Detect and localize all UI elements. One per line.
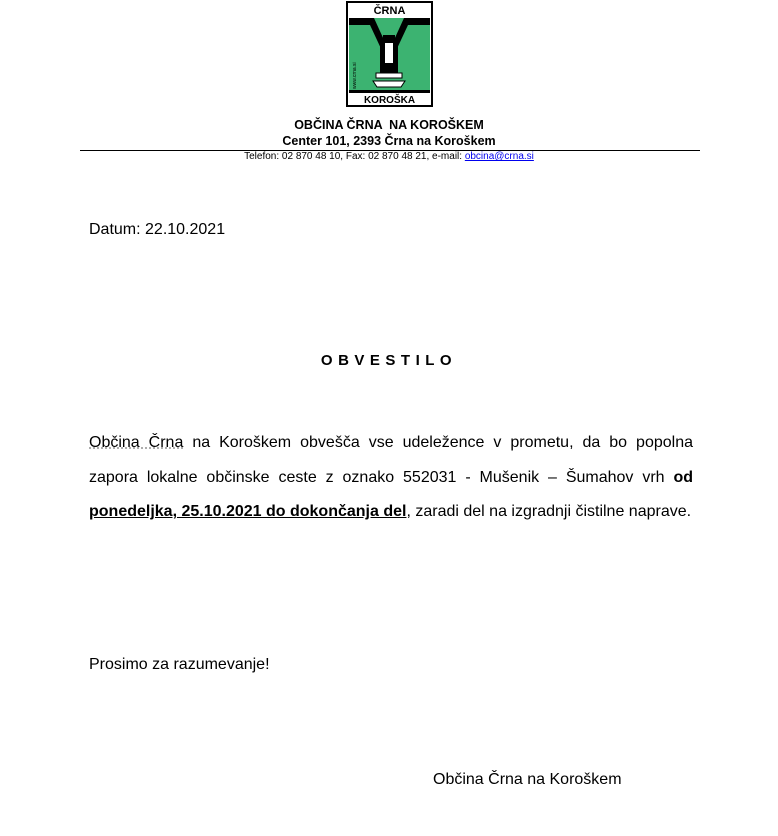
logo-top-text: ČRNA [373, 5, 406, 17]
logo-side-text: www.crna.si [352, 62, 358, 89]
body-bold-date-range: ponedeljka, 25.10.2021 do dokončanja del [89, 503, 407, 520]
contact-phone-fax: Telefon: 02 870 48 10, Fax: 02 870 48 21, e-mail: [244, 151, 465, 162]
signature: Občina Črna na Koroškem [433, 771, 622, 788]
email-link[interactable]: obcina@crna.si [464, 151, 534, 162]
org-address: Center 101, 2393 Črna na Koroškem [282, 134, 496, 148]
logo-bottom-text: KOROŠKA [363, 95, 416, 106]
notice-body [89, 426, 693, 530]
body-bold-prefix: od [673, 468, 693, 486]
org-name: OBČINA ČRNA NA KOROŠKEM [294, 118, 484, 132]
document-title: OBVESTILO [320, 352, 458, 369]
document-date: Datum: 22.10.2021 [89, 221, 226, 238]
body-highlight: Občina Črna [89, 434, 184, 451]
closing-line: Prosimo za razumevanje! [89, 656, 270, 673]
body-text-1: na Koroškem obvešča vse udeležence v prometu, da bo popolna zapora lokalne občinske ceste z oznako 552031 - Mušenik – Šumahov vrh [89, 434, 693, 486]
municipality-logo [346, 1, 433, 107]
org-contact [0, 151, 778, 162]
body-text-2: , zaradi del na izgradnji čistilne naprave. [406, 503, 692, 520]
